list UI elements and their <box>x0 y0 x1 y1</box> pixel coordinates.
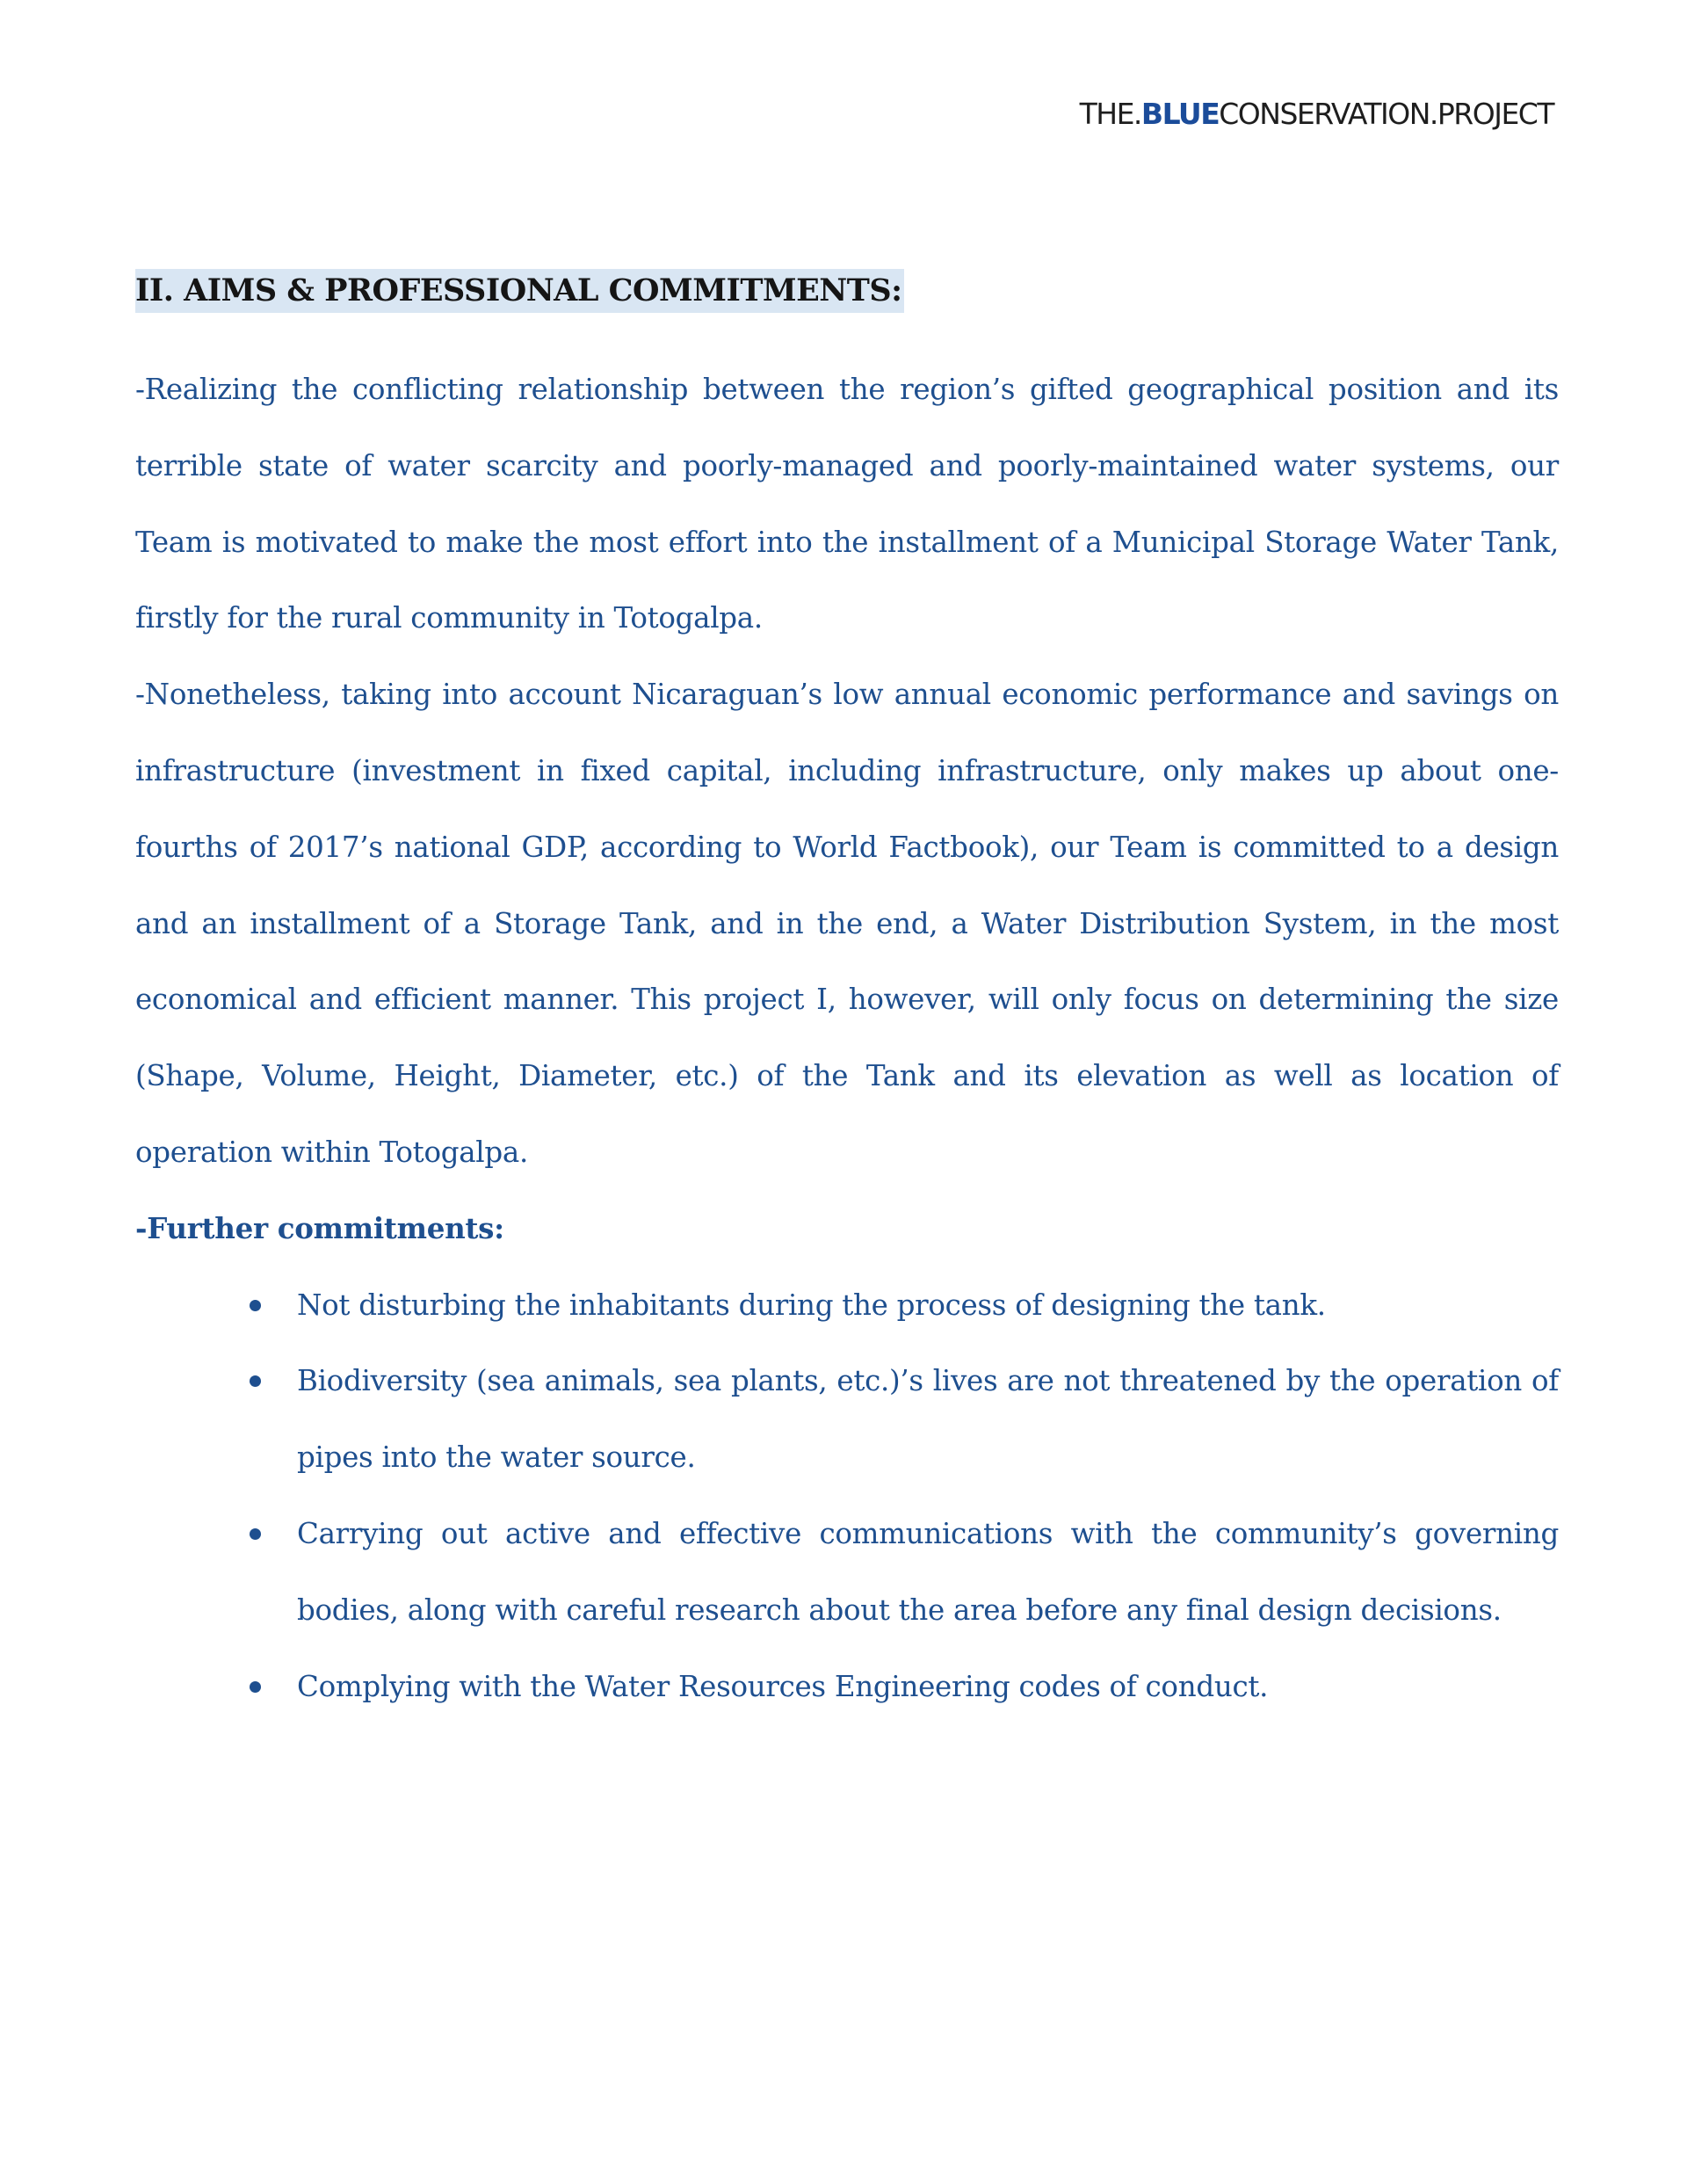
paragraph-realizing: -Realizing the conflicting relationship between the region’s gifted geographical position and its terrible state of water scarcity and poorly-managed and poorly-maintained water systems, our Team is motivated to make the most effort into the installment of a Municipal Storage Water Tank, firstly for the rural community in Totogalpa. <box>135 373 1559 635</box>
list-item <box>297 1267 1559 1344</box>
section-heading: II. AIMS & PROFESSIONAL COMMITMENTS: <box>135 269 904 313</box>
bullet-icon <box>250 1681 261 1693</box>
bullet-icon <box>250 1528 261 1540</box>
list-item-text: Complying with the Water Resources Engineering codes of conduct. <box>297 1669 1269 1703</box>
logo-suffix: CONSERVATION.PROJECT <box>1219 97 1553 131</box>
list-item <box>297 1343 1559 1496</box>
list-item <box>297 1649 1559 1725</box>
commitments-list <box>135 1267 1559 1725</box>
list-item <box>297 1496 1559 1649</box>
bullet-icon <box>250 1375 261 1387</box>
list-item-text: Biodiversity (sea animals, sea plants, etc.)’s lives are not threatened by the operation of pipes into the water source. <box>297 1364 1559 1475</box>
bullet-icon <box>250 1300 261 1311</box>
list-item-text: Not disturbing the inhabitants during the process of designing the tank. <box>297 1288 1326 1322</box>
section-body <box>135 352 1559 1724</box>
logo-prefix: THE. <box>1079 97 1141 131</box>
page-header-logo <box>1080 97 1553 131</box>
further-commitments-label: -Further commitments: <box>135 1210 504 1245</box>
logo-brand: BLUE <box>1140 97 1220 131</box>
paragraph-nonetheless: -Nonetheless, taking into account Nicaraguan’s low annual economic performance and savings on infrastructure (investment in fixed capital, including infrastructure, only makes up about one-fourths of 2017’s national GDP, according to World Factbook), our Team is committed to a design and an installment of a Storage Tank, and in the end, a Water Distribution System, in the most economical and efficient manner. This project I, however, will only focus on determining the size (Shape, Volume, Height, Diameter, etc.) of the Tank and its elevation as well as location of operation within Totogalpa. <box>135 678 1559 1169</box>
list-item-text: Carrying out active and effective communications with the community’s governing bodies, along with careful research about the area before any final design decisions. <box>297 1516 1559 1627</box>
